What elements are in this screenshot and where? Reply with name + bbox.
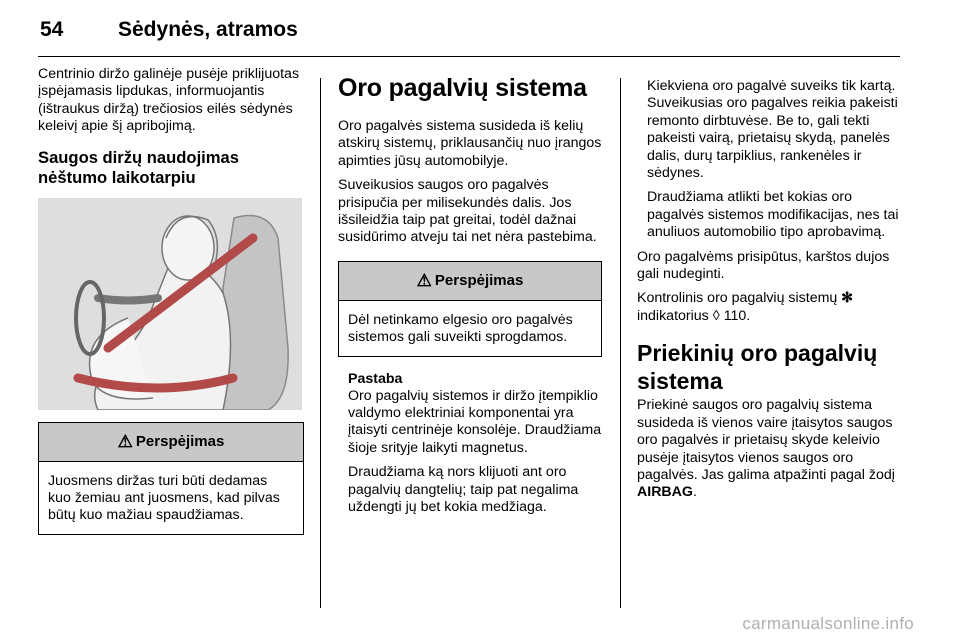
paragraph-text: Priekinė saugos oro pagalvių sistema susideda iš vienos vaire įtaisytos saugos oro pagalvės ir prietaisų skyde keleivio pusėje įtaisytos vienos saugos oro pagalvės. Jas galima atpažinti pagal žodį xyxy=(637,397,895,483)
warning-body xyxy=(339,301,601,356)
watermark: carmanualsonline.info xyxy=(742,614,914,633)
warning-header xyxy=(39,423,303,462)
note-block xyxy=(338,371,602,517)
page-reference-icon: ◊ xyxy=(712,307,720,324)
column-divider xyxy=(320,78,321,608)
airbag-indicator-icon: ✻ xyxy=(841,290,854,307)
paragraph: Draudžiama atlikti bet kokias oro pagalvės sistemos modifikacijas, nes tai anuliuos automobilio tipo aprobavimą. xyxy=(647,189,899,241)
warning-text: Dėl netinkamo elgesio oro pagalvės sistemos gali suveikti sprogdamos. xyxy=(348,311,573,346)
section-heading-large: Priekinių oro pagalvių sistema xyxy=(637,340,878,395)
page-number: 54 xyxy=(40,18,64,41)
paragraph-text: indikatorius xyxy=(637,307,709,324)
warning-triangle-icon: ⚠ xyxy=(117,431,133,451)
indented-block xyxy=(637,78,901,242)
illustration-svg xyxy=(38,198,302,410)
page-header xyxy=(0,0,960,56)
warning-title: Perspėjimas xyxy=(434,272,524,290)
note-title: Pastaba xyxy=(348,370,403,387)
pregnant-seatbelt-illustration xyxy=(38,198,302,410)
warning-text: Juosmens diržas turi būti dedamas kuo žemiau ant juosmens, kad pilvas būtų kuo mažiau spaudžiamas. xyxy=(48,472,280,524)
warning-title: Perspėjimas xyxy=(135,433,225,451)
page-title: Sėdynės, atramos xyxy=(118,18,298,41)
column-divider xyxy=(620,78,621,608)
intro-paragraph: Centrinio diržo galinėje pusėje priklijuotas įspėjamasis lipdukas, informuojantis (ištraukus diržą) trečiosios eilės sėdynės keleivį apie šį apribojimą. xyxy=(38,66,300,135)
page-reference[interactable]: 110. xyxy=(723,307,751,324)
warning-body xyxy=(39,462,303,534)
paragraph xyxy=(637,397,901,501)
section-heading: Saugos diržų naudojimas nėštumo laikotarpiu xyxy=(38,147,239,187)
paragraph: Oro pagalvės sistema susideda iš kelių atskirų sistemų, priklausančių nuo įrangos apimties jūsų automobilyje. xyxy=(338,118,602,169)
section-heading-large: Oro pagalvių sistema xyxy=(338,74,587,102)
warning-box xyxy=(338,261,602,357)
warning-triangle-icon: ⚠ xyxy=(416,270,432,290)
paragraph: Suveikusios saugos oro pagalvės prisipučia per milisekundės dalis. Jos išsileidžia taip pat greitai, todėl dažnai susidūrimo atveju tai net nėra pastebima. xyxy=(338,177,597,246)
column-2 xyxy=(338,66,602,524)
paragraph: Kiekviena oro pagalvė suveiks tik kartą. Suveikusias oro pagalves reikia pakeisti remonto dirbtuvėse. Be to, gali tekti pakeisti vairą, prietaisų skydą, panelės dalis, durų tarpiklius, rankenėles ir sėdynes. xyxy=(647,78,898,182)
note-paragraph: Oro pagalvių sistemos ir diržo įtempiklio valdymo elektriniai komponentai yra įtaisyti centrinėje konsolėje. Draudžiama šioje srityje laikyti magnetus. xyxy=(348,387,602,456)
paragraph-text: . xyxy=(692,484,697,501)
paragraph xyxy=(637,290,901,325)
paragraph-text: Kontrolinis oro pagalvių sistemų xyxy=(637,290,838,307)
paragraph: Oro pagalvėms prisipūtus, karštos dujos gali nudeginti. xyxy=(637,248,890,283)
column-1 xyxy=(38,66,304,549)
header-rule xyxy=(38,56,900,57)
airbag-word: AIRBAG xyxy=(637,484,693,501)
warning-header xyxy=(339,262,601,301)
column-3 xyxy=(637,78,901,509)
note-paragraph: Draudžiama ką nors klijuoti ant oro pagalvių dangtelių; taip pat negalima uždengti jų bet kokia medžiaga. xyxy=(348,464,579,516)
warning-box xyxy=(38,422,304,535)
